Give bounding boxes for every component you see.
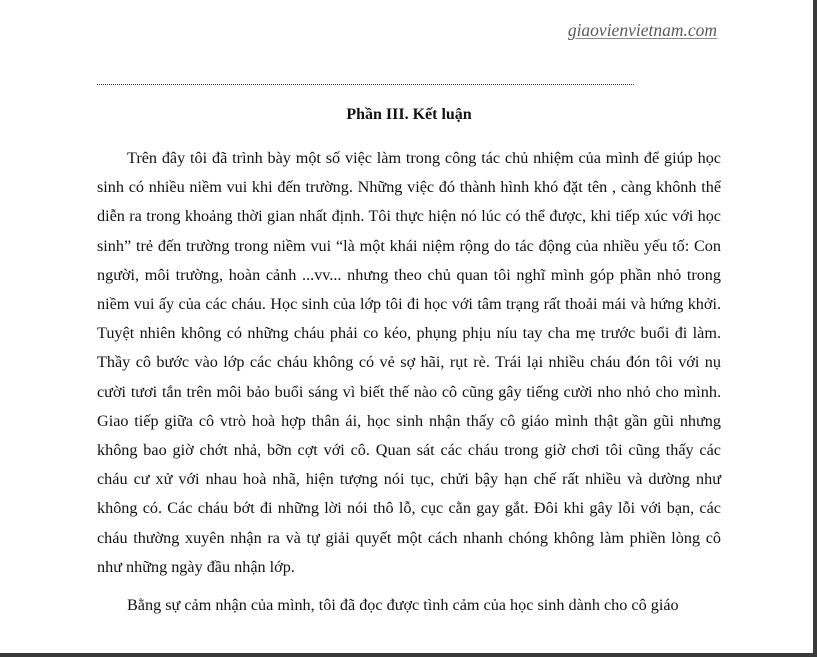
dotted-separator xyxy=(97,84,634,85)
site-header-link[interactable]: giaovienvietnam.com xyxy=(567,20,717,40)
paragraph: Bằng sự cảm nhận của mình, tôi đã đọc được tình cảm của học sinh dành cho cô giáo xyxy=(127,596,679,615)
body-text xyxy=(97,144,721,620)
paragraph: Trên đây tôi đã trình bày một số việc làm trong công tác chủ nhiệm của mình để giúp học sinh có nhiều niềm vui khi đến trường. Những việc đó thành hình khó đặt tên , càng khônh thể diễn ra trong khoảng thời gian nhất định. Tôi thực hiện nó lúc có thể được, khi tiếp xúc với học sinh” trẻ đến trường trong niềm vui “là một khái niệm rộng do tác động của nhiều yếu tố: Con người, môi trường, hoàn cảnh ...vv... nhưng theo chủ quan tôi nghĩ mình góp phần nhỏ trong niềm vui ấy của các cháu. Học sinh của lớp tôi đi học với tâm trạng rất thoải mái và hứng khởi. Tuyệt nhiên không có những cháu phải co kéo, phụng phịu níu tay cha mẹ trước buổi đi làm. Thầy cô bước vào lớp các cháu không có vẻ sợ hãi, rụt rè. Trái lại nhiều cháu đón tôi với nụ cười tươi tắn trên môi bảo buổi sáng vì biết thế nào cô cũng gây tiếng cười nho nhỏ cho mình. Giao tiếp giữa cô vtrò hoà hợp thân ái, học sinh nhận thấy cô giáo mình thật gần gũi nhưng không bao giờ chớt nhả, bỡn cợt với cô. Quan sát các cháu trong giờ chơi tôi cũng thấy các cháu cư xử với nhau hoà nhã, hiện tượng nói tục, chửi bậy hạn chế rất nhiều và dường như không có. Các cháu bớt đi những lời nói thô lỗ, cục cằn gay gắt. Đôi khi gây lỗi với bạn, các cháu thường xuyên nhận ra và tự giải quyết một cách nhanh chóng không làm phiền lòng cô như những ngày đầu nhận lớp. xyxy=(97,149,721,576)
section-title: Phần III. Kết luận xyxy=(346,106,472,123)
